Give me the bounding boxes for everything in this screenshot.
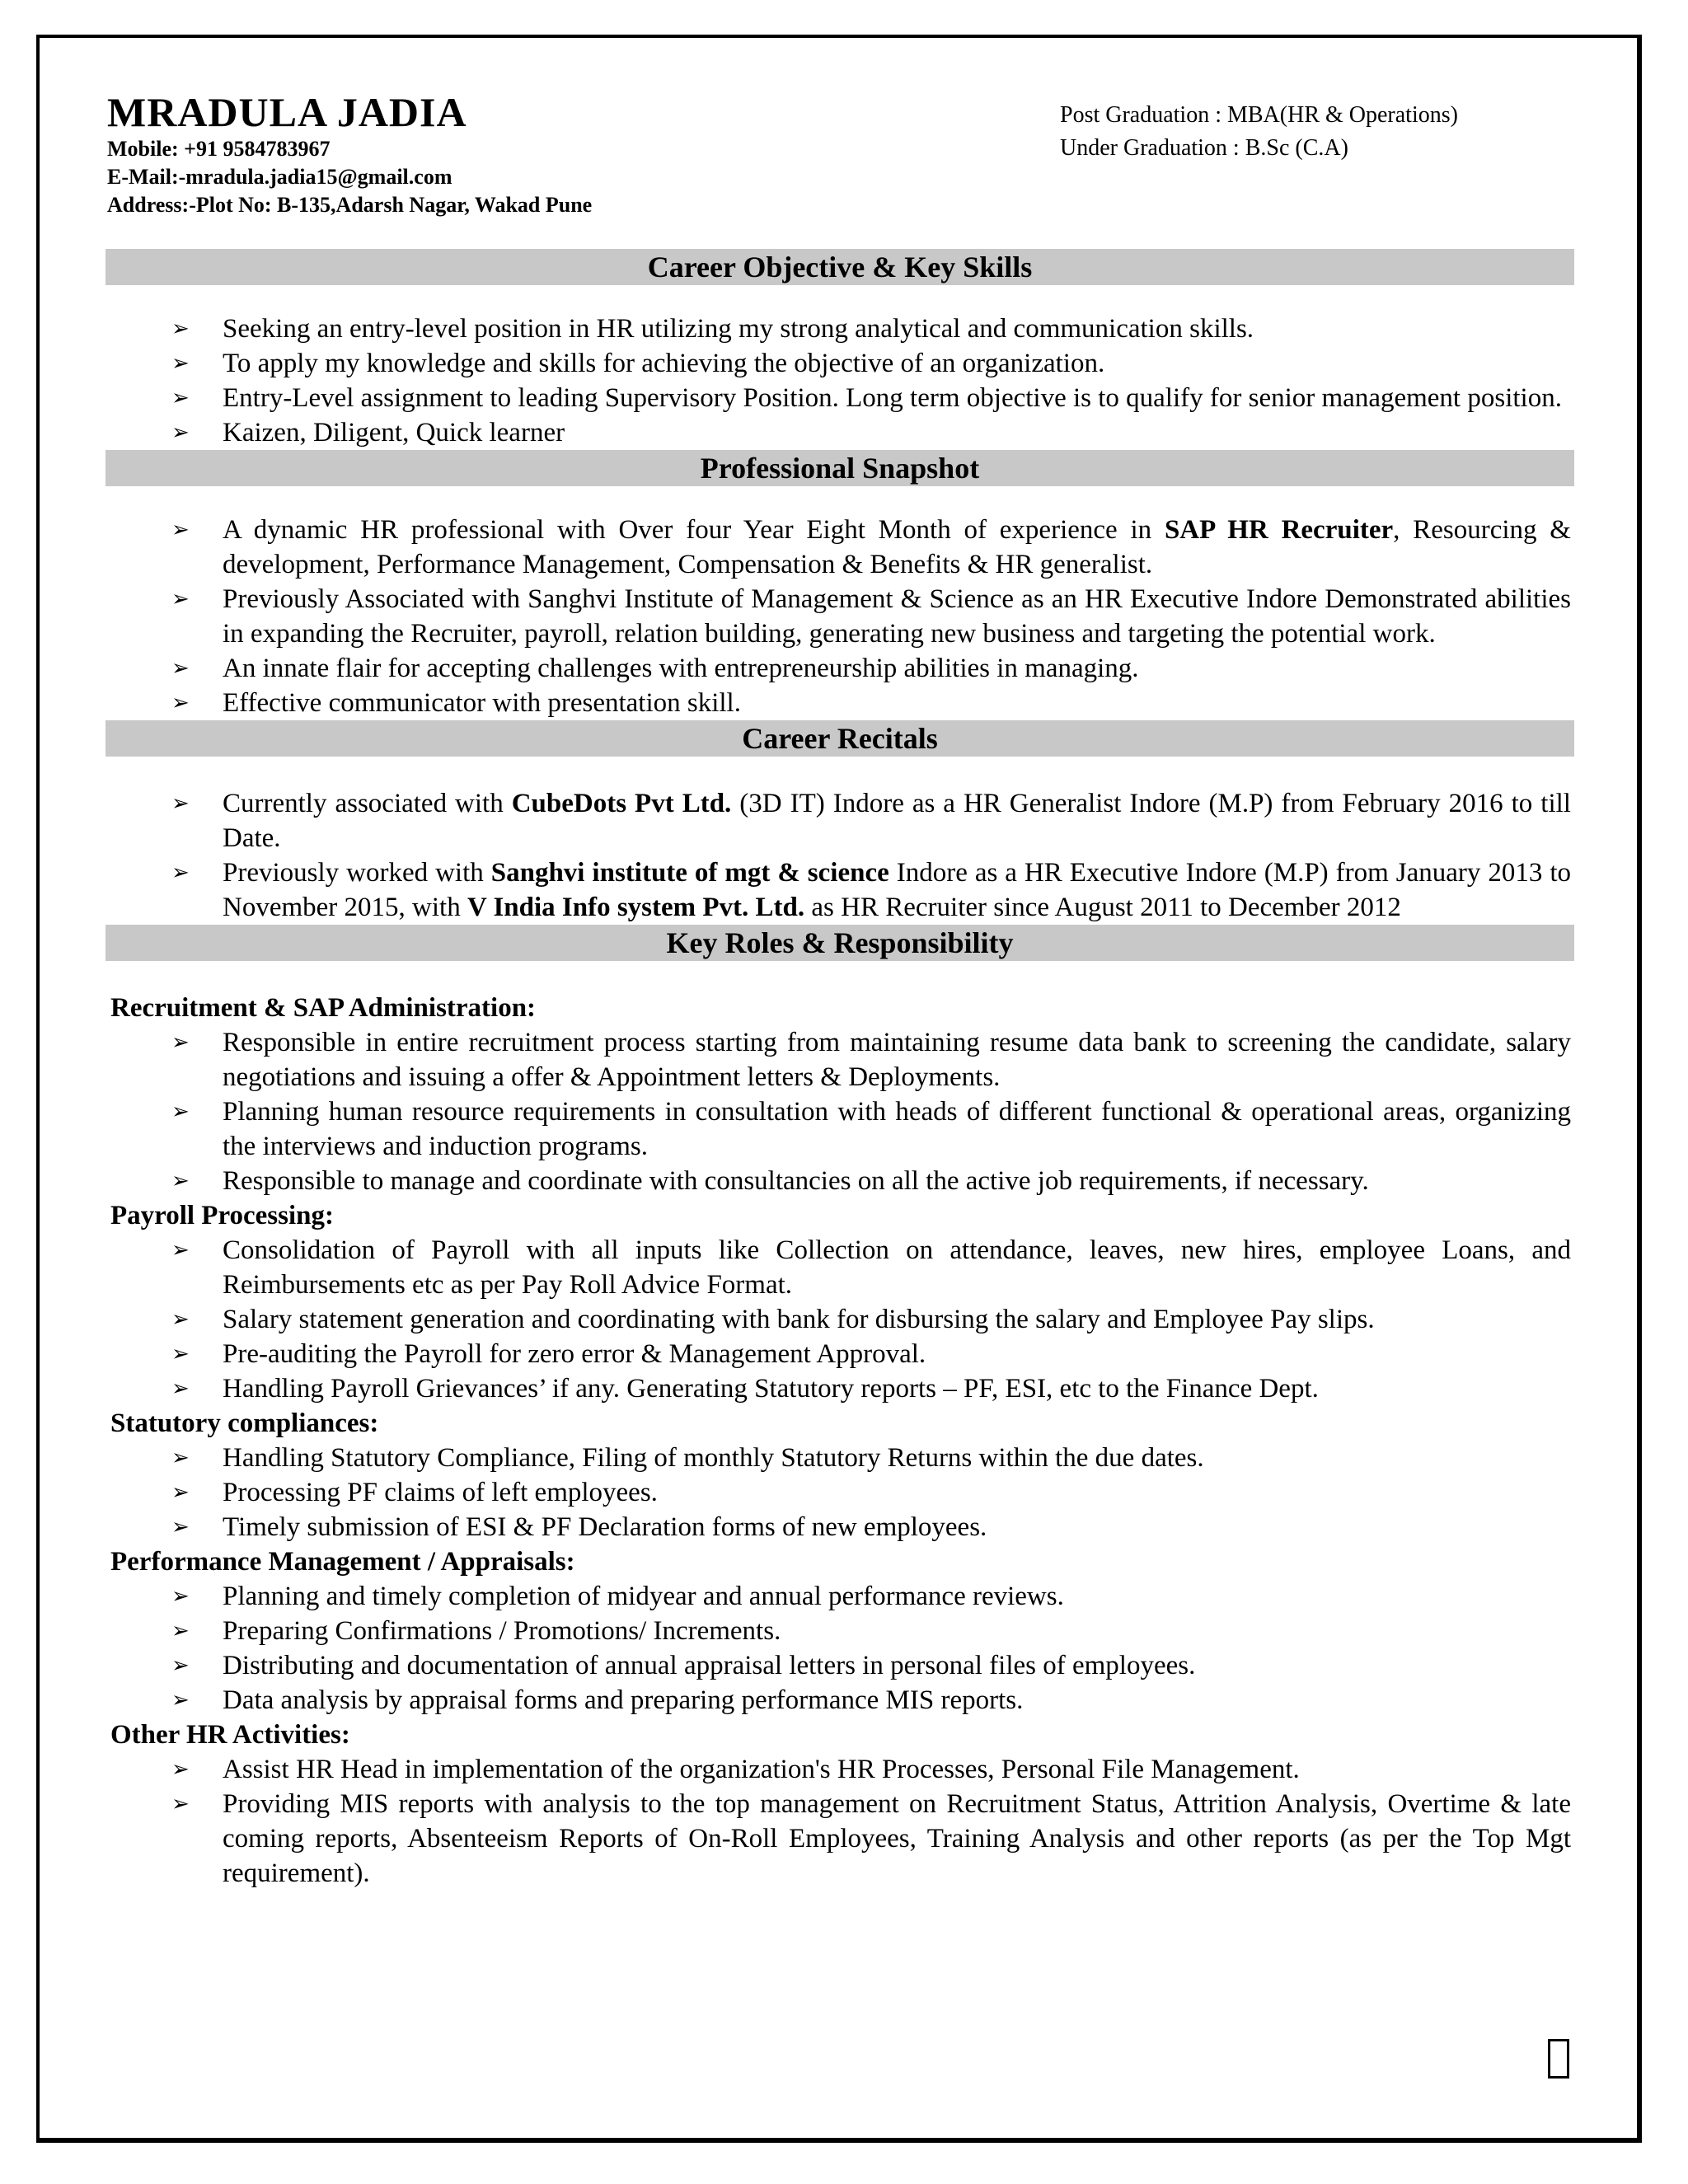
list-item: ➢ Providing MIS reports with analysis to the top management on Recruitment Status, Attrition Analysis, Overtime & late coming reports, Absenteeism Reports of On-Roll Employees, Training Analysis and other reports (as per the Top Mgt requirement). [223,1787,1574,1891]
page-marker-icon [1548,2039,1569,2079]
section-title-professional-snapshot: Professional Snapshot [106,450,1574,486]
list-item: ➢ Pre-auditing the Payroll for zero error & Management Approval. [223,1337,1574,1371]
list-item: ➢ Data analysis by appraisal forms and preparing performance MIS reports. [223,1683,1574,1718]
recruitment-list [107,1025,1574,1198]
career-objective-list [107,312,1574,450]
arrow-bullet-icon: ➢ [171,1515,190,1540]
list-item: ➢ Handling Statutory Compliance, Filing of monthly Statutory Returns within the due dates. [223,1441,1574,1475]
resume-content [107,89,1574,1891]
list-item: ➢ Previously worked with Sanghvi institute of mgt & science Indore as a HR Executive Indore (M.P) from January 2013 to November 2015, with V India Info system Pvt. Ltd. as HR Recruiter since August 2011 to December 2012 [223,855,1574,925]
list-item: ➢ Processing PF claims of left employees. [223,1475,1574,1510]
list-item: ➢ Handling Payroll Grievances’ if any. Generating Statutory reports – PF, ESI, etc to the Finance Dept. [223,1371,1574,1406]
arrow-bullet-icon: ➢ [171,1099,190,1124]
arrow-bullet-icon: ➢ [171,386,190,410]
list-item: ➢ Previously Associated with Sanghvi Institute of Management & Science as an HR Executive Indore Demonstrated abilities in expanding the Recruiter, payroll, relation building, generating new business and targeting the potential work. [223,582,1574,651]
section-title-career-objective: Career Objective & Key Skills [106,249,1574,285]
list-item: ➢ Kaizen, Diligent, Quick learner [223,415,1574,450]
list-item: ➢ Preparing Confirmations / Promotions/ Increments. [223,1614,1574,1648]
under-graduation: Under Graduation : B.Sc (C.A) [1060,135,1348,161]
performance-list [107,1579,1574,1718]
section-title-key-roles: Key Roles & Responsibility [106,925,1574,961]
arrow-bullet-icon: ➢ [171,1792,190,1816]
subheading-statutory: Statutory compliances: [110,1408,379,1438]
list-item: ➢ Responsible in entire recruitment process starting from maintaining resume data bank to screening the candidate, salary negotiations and issuing a offer & Appointment letters & Deployments. [223,1025,1574,1094]
arrow-bullet-icon: ➢ [171,1757,190,1782]
email-address: E-Mail:-mradula.jadia15@gmail.com [107,165,452,189]
candidate-name: MRADULA JADIA [107,89,467,135]
list-item: ➢ Entry-Level assignment to leading Supervisory Position. Long term objective is to qualify for senior management position. [223,381,1574,415]
subheading-other-hr: Other HR Activities: [110,1720,350,1750]
arrow-bullet-icon: ➢ [171,587,190,612]
postal-address: Address:-Plot No: B-135,Adarsh Nagar, Wakad Pune [107,193,593,217]
arrow-bullet-icon: ➢ [171,791,190,816]
list-item: ➢ Currently associated with CubeDots Pvt Ltd. (3D IT) Indore as a HR Generalist Indore (M.P) from February 2016 to till Date. [223,786,1574,855]
subheading-performance: Performance Management / Appraisals: [110,1547,575,1577]
list-item: ➢ Seeking an entry-level position in HR utilizing my strong analytical and communication skills. [223,312,1574,346]
arrow-bullet-icon: ➢ [171,1376,190,1401]
arrow-bullet-icon: ➢ [171,691,190,715]
section-title-career-recitals: Career Recitals [106,720,1574,757]
arrow-bullet-icon: ➢ [171,351,190,376]
list-item: ➢ To apply my knowledge and skills for achieving the objective of an organization. [223,346,1574,381]
arrow-bullet-icon: ➢ [171,1446,190,1470]
subheading-payroll: Payroll Processing: [110,1201,334,1230]
arrow-bullet-icon: ➢ [171,1584,190,1609]
education-block [1060,99,1458,165]
arrow-bullet-icon: ➢ [171,1238,190,1263]
other-hr-list [107,1752,1574,1891]
post-graduation: Post Graduation : MBA(HR & Operations) [1060,102,1458,128]
arrow-bullet-icon: ➢ [171,1653,190,1678]
list-item: ➢ Distributing and documentation of annual appraisal letters in personal files of employees. [223,1648,1574,1683]
arrow-bullet-icon: ➢ [171,1169,190,1193]
arrow-bullet-icon: ➢ [171,1688,190,1713]
career-recitals-list [107,786,1574,925]
professional-snapshot-list [107,513,1574,720]
list-item: ➢ Effective communicator with presentation skill. [223,686,1574,720]
arrow-bullet-icon: ➢ [171,316,190,341]
arrow-bullet-icon: ➢ [171,518,190,542]
arrow-bullet-icon: ➢ [171,860,190,885]
list-item: ➢ Responsible to manage and coordinate with consultancies on all the active job requirements, if necessary. [223,1164,1574,1198]
arrow-bullet-icon: ➢ [171,420,190,445]
arrow-bullet-icon: ➢ [171,1342,190,1366]
statutory-list [107,1441,1574,1544]
list-item: ➢ Salary statement generation and coordinating with bank for disbursing the salary and Employee Pay slips. [223,1302,1574,1337]
list-item: ➢ Timely submission of ESI & PF Declaration forms of new employees. [223,1510,1574,1544]
arrow-bullet-icon: ➢ [171,1480,190,1505]
subheading-recruitment: Recruitment & SAP Administration: [110,993,537,1023]
mobile-number: Mobile: +91 9584783967 [107,137,331,161]
arrow-bullet-icon: ➢ [171,1307,190,1332]
arrow-bullet-icon: ➢ [171,656,190,681]
list-item: ➢ A dynamic HR professional with Over four Year Eight Month of experience in SAP HR Recruiter, Resourcing & development, Performance Management, Compensation & Benefits & HR generalist. [223,513,1574,582]
list-item: ➢ An innate flair for accepting challenges with entrepreneurship abilities in managing. [223,651,1574,686]
list-item: ➢ Assist HR Head in implementation of the organization's HR Processes, Personal File Management. [223,1752,1574,1787]
payroll-list [107,1233,1574,1406]
list-item: ➢ Planning and timely completion of midyear and annual performance reviews. [223,1579,1574,1614]
arrow-bullet-icon: ➢ [171,1030,190,1055]
list-item: ➢ Consolidation of Payroll with all inputs like Collection on attendance, leaves, new hires, employee Loans, and Reimbursements etc as per Pay Roll Advice Format. [223,1233,1574,1302]
arrow-bullet-icon: ➢ [171,1619,190,1643]
resume-header [107,89,1574,223]
list-item: ➢ Planning human resource requirements in consultation with heads of different functional & operational areas, organizing the interviews and induction programs. [223,1094,1574,1164]
